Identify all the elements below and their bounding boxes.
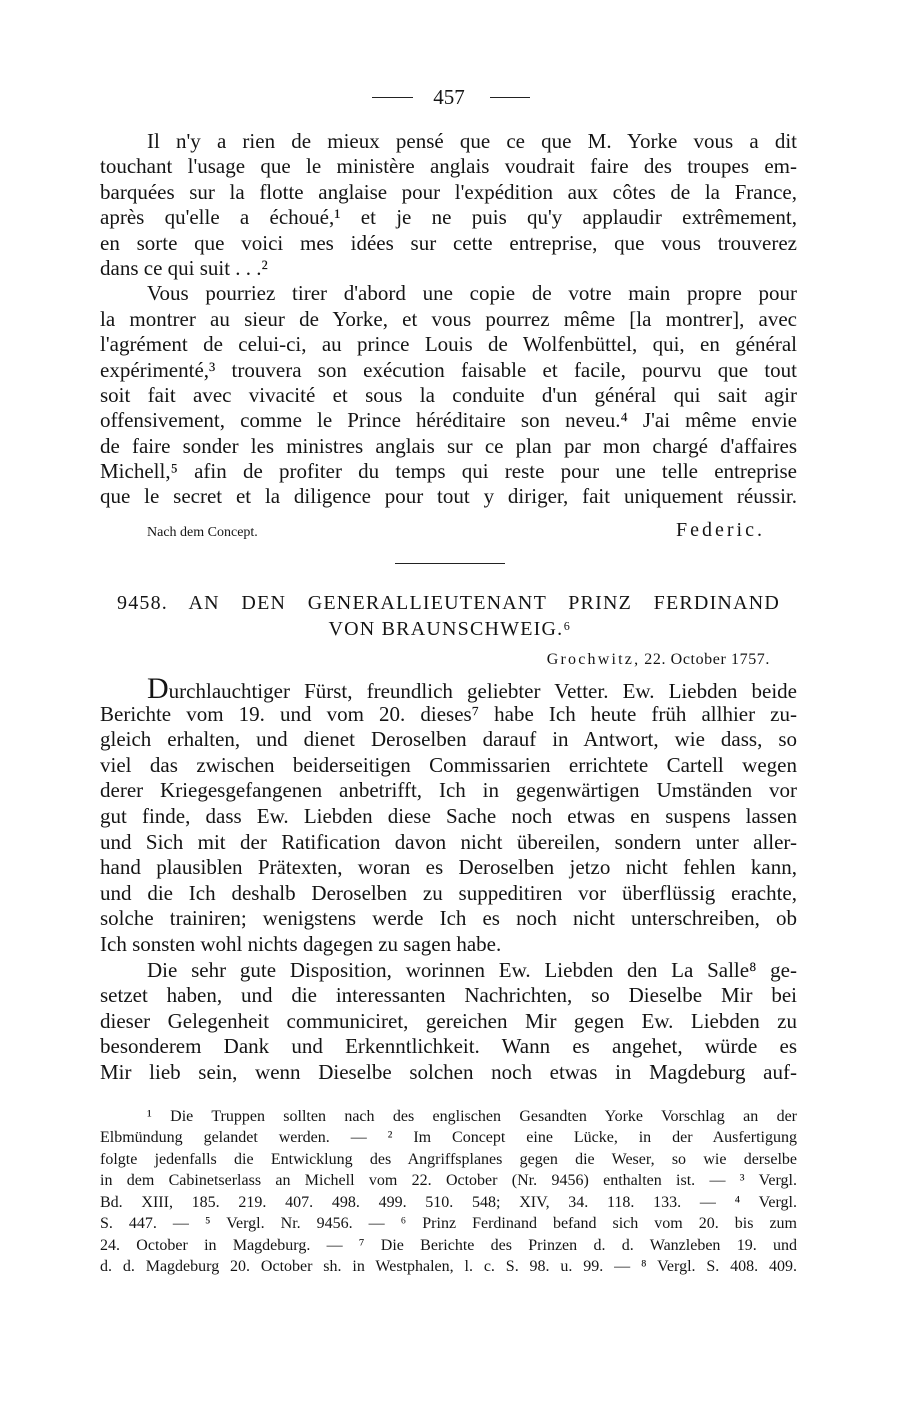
source-note: Nach dem Concept. — [147, 525, 258, 540]
footnote-line: in dem Cabinetserlass an Michell vom 22. October (Nr. 9456) enthalten ist. — ³ Vergl. — [100, 1172, 797, 1190]
text-line: Michell,⁵ afin de profiter du temps qui reste pour une telle entreprise — [100, 459, 797, 484]
text-line: que le secret et la diligence pour tout y diriger, fait uniquement réussir. — [100, 484, 797, 509]
text-line: dieser Gelegenheit communiciret, gereichen Mir gegen Ew. Liebden zu — [100, 1008, 797, 1033]
text-line: und Sich mit der Ratification davon nicht übereilen, sondern unter aller- — [100, 829, 797, 854]
dateline — [547, 650, 770, 670]
text-line: en sorte que voici mes idées sur cette entreprise, que vous trouverez — [100, 230, 797, 255]
text-line: de faire sonder les ministres anglais sur ce plan par mon chargé d'affaires — [100, 433, 797, 458]
text-line: barquées sur la flotte anglaise pour l'expédition aux côtes de la France, — [100, 179, 797, 204]
text-line: besonderem Dank und Erkenntlichkeit. Wann es angehet, würde es — [100, 1034, 797, 1059]
letter-heading-line-2: VON BRAUNSCHWEIG.⁶ — [328, 618, 572, 640]
text-line: derer Kriegesgefangenen anbetrifft, Ich in gegenwärtigen Umständen vor — [100, 778, 797, 803]
text-line: Ich sonsten wohl nichts dagegen zu sagen habe. — [100, 931, 502, 956]
paragraph — [100, 281, 797, 510]
text-line: solche trainiren; wenigstens werde Ich es noch nicht unterschreiben, ob — [100, 906, 797, 931]
dateline-place: Grochwitz, — [546, 651, 641, 668]
text-line: après qu'elle a échoué,¹ et je ne puis qu'y applaudir extrêmement, — [100, 205, 797, 230]
letter-9458-text — [100, 672, 797, 1086]
footnote-line: S. 447. — ⁵ Vergl. Nr. 9456. — ⁶ Prinz Ferdinand befand sich vom 20. bis zum — [100, 1215, 797, 1233]
text-line: und die Ich deshalb Deroselben zu suppeditiren vor überflüssig erachte, — [100, 880, 797, 905]
text-line: viel das zwischen beiderseitigen Commissarien errichtete Cartell wegen — [100, 752, 797, 777]
continued-letter-text — [100, 129, 797, 510]
text-line: la montrer au sieur de Yorke, et vous pourrez même [la montrer], avec — [100, 306, 797, 331]
footnote-line: Elbmündung gelandet werden. — ² Im Concept eine Lücke, in der Ausfertigung — [100, 1129, 797, 1147]
text-line: Berichte vom 19. und vom 20. dieses⁷ habe Ich heute früh allhier zu- — [100, 701, 797, 726]
text-line: soit fait avec vivacité et sous la conduite d'un général qui sait agir — [100, 382, 797, 407]
footnote-line: Bd. XIII, 185. 219. 407. 498. 499. 510. 548; XIV, 34. 118. 133. — ⁴ Vergl. — [100, 1193, 797, 1211]
paragraph — [100, 958, 797, 1086]
signature: Federic. — [676, 519, 765, 541]
text-line: Vous pourriez tirer d'abord une copie de votre main propre pour — [147, 281, 797, 306]
text-line: l'agrément de celui-ci, au prince Louis de Wolfenbüttel, qui, en général — [100, 332, 797, 357]
header-rule-left — [372, 97, 413, 98]
header-rule-right — [490, 97, 530, 98]
text-line: offensivement, comme le Prince héréditaire son neveu.⁴ J'ai même envie — [100, 408, 797, 433]
text-line: expérimenté,³ trouvera son exécution faisable et facile, pourvu que tout — [100, 357, 797, 382]
footnote-line: ¹ Die Truppen sollten nach des englischen Gesandten Yorke Vorschlag an der — [147, 1108, 797, 1125]
text-line: Il n'y a rien de mieux pensé que ce que M. Yorke vous a dit — [147, 129, 797, 153]
page-number: 457 — [433, 85, 465, 109]
text-line: gut finde, dass Ew. Liebden diese Sache noch etwas en suspens lassen — [100, 803, 797, 828]
text-line: Durchlauchtiger Fürst, freundlich geliebter Vetter. Ew. Liebden beide — [147, 672, 797, 705]
text-line: gleich erhalten, und dienet Deroselben darauf in Antwort, wie dass, so — [100, 727, 797, 752]
footnote-line: 24. October in Magdeburg. — ⁷ Die Berichte des Prinzen d. d. Wanzleben 19. und — [100, 1236, 797, 1254]
text-line: setzet haben, und die interessanten Nachrichten, so Dieselbe Mir bei — [100, 983, 797, 1008]
footnote-line: folgte jedenfalls die Entwicklung des Angriffsplanes gegen die Weser, so wie derselbe — [100, 1150, 797, 1168]
section-divider — [395, 563, 505, 564]
letter-heading-line-1: 9458. AN DEN GENERALLIEUTENANT PRINZ FERDINAND — [117, 592, 780, 614]
paragraph — [100, 129, 797, 281]
text-line: Die sehr gute Disposition, worinnen Ew. Liebden den La Salle⁸ ge- — [147, 957, 797, 982]
paragraph — [100, 672, 797, 958]
footnotes — [100, 1106, 797, 1278]
text-line: touchant l'usage que le ministère anglais voudrait faire des troupes em- — [100, 154, 797, 179]
dateline-date: 22. October 1757. — [644, 651, 770, 668]
footnote-line: d. d. Magdeburg 20. October sh. in Westphalen, l. c. S. 98. u. 99. — ⁸ Vergl. S. 408. 409. — [100, 1258, 797, 1276]
text-line: dans ce qui suit . . .² — [100, 255, 268, 280]
text-line: Mir lieb sein, wenn Dieselbe solchen noch etwas in Magdeburg auf- — [100, 1059, 797, 1084]
text-line: hand plausiblen Prätexten, woran es Deroselben jetzo nicht fehlen kann, — [100, 855, 797, 880]
